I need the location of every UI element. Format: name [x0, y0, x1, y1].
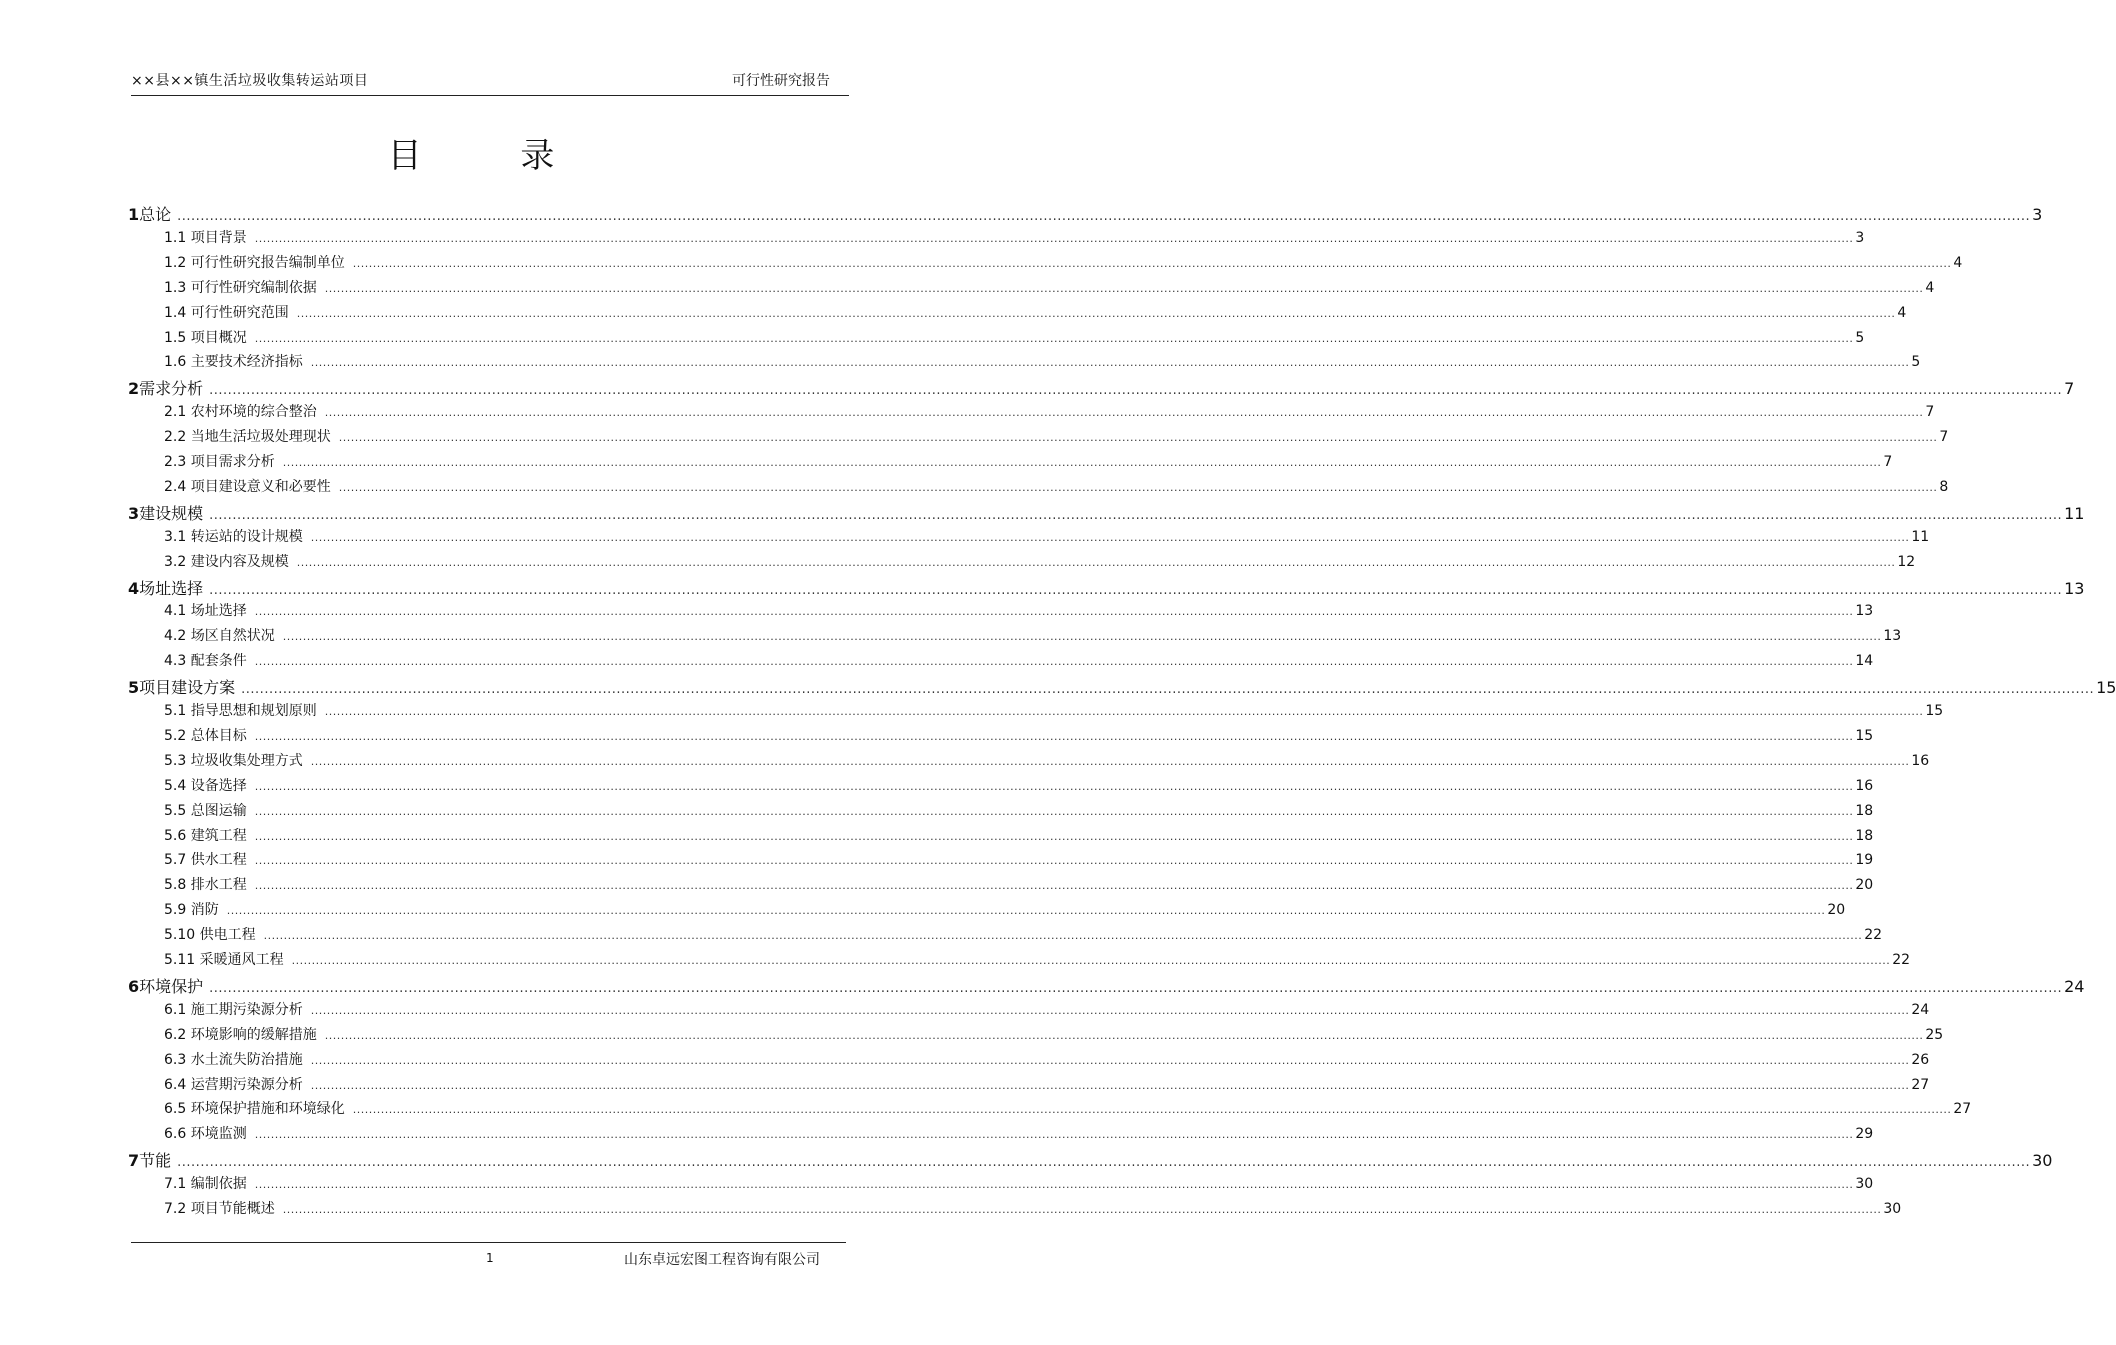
- toc-chapter-entry[interactable]: [128, 376, 2075, 400]
- toc-dot-leader: ................................................................................................................................................................................................................................................................................................................................................................................................................: [209, 383, 2063, 399]
- toc-dot-leader: ................................................................................................................................................................................................................................................................................................................................................................................................................: [254, 804, 1854, 818]
- toc-entry-label: 6.2 环境影响的缓解措施: [164, 1026, 317, 1043]
- toc-page-number: 11: [1911, 528, 1930, 545]
- toc-dot-leader: ................................................................................................................................................................................................................................................................................................................................................................................................................: [177, 209, 2031, 224]
- toc-section-entry[interactable]: [164, 1049, 1930, 1071]
- toc-section-entry[interactable]: [164, 227, 1865, 249]
- toc-dot-leader: ................................................................................................................................................................................................................................................................................................................................................................................................................: [254, 1128, 1854, 1142]
- toc-page-number: 15: [2096, 678, 2116, 698]
- running-header-doc-type: 可行性研究报告: [732, 73, 830, 89]
- toc-page-number: 24: [2064, 976, 2085, 996]
- toc-entry-label: 6.6 环境监测: [164, 1126, 247, 1143]
- toc-dot-leader: ................................................................................................................................................................................................................................................................................................................................................................................................................: [209, 507, 2063, 523]
- toc-dot-leader: ................................................................................................................................................................................................................................................................................................................................................................................................................: [338, 480, 1938, 494]
- toc-entry-label: 6.1 施工期污染源分析: [164, 1001, 303, 1018]
- toc-page-number: 8: [1939, 478, 1949, 495]
- footer-page-number: 1: [486, 1251, 494, 1265]
- toc-page-number: 13: [1883, 628, 1902, 645]
- toc-section-entry[interactable]: [164, 700, 1944, 722]
- toc-entry-label: 2.4 项目建设意义和必要性: [164, 478, 331, 495]
- toc-section-entry[interactable]: [164, 451, 1893, 473]
- toc-entry-label: 5.7 供水工程: [164, 852, 247, 869]
- toc-entry-label: 1.4 可行性研究范围: [164, 304, 289, 321]
- toc-dot-leader: ................................................................................................................................................................................................................................................................................................................................................................................................................: [310, 1078, 1910, 1092]
- toc-page-number: 15: [1925, 703, 1944, 719]
- toc-entry-label: 1.3 可行性研究编制依据: [164, 279, 317, 296]
- toc-dot-leader: ................................................................................................................................................................................................................................................................................................................................................................................................................: [282, 456, 1882, 469]
- toc-entry-label: 建设规模: [139, 503, 204, 523]
- toc-chapter-number: 2: [128, 379, 140, 399]
- toc-section-entry[interactable]: [164, 625, 1902, 647]
- toc-entry-label: 2.1 农村环境的综合整治: [164, 404, 317, 421]
- toc-entry-label: 环境保护: [139, 976, 204, 996]
- toc-dot-leader: ................................................................................................................................................................................................................................................................................................................................................................................................................: [291, 954, 1891, 967]
- toc-entry-label: 节能: [139, 1151, 172, 1171]
- toc-section-entry[interactable]: [164, 426, 1949, 448]
- toc-entry-label: 4.3 配套条件: [164, 653, 247, 670]
- toc-entry-label: 7.1 编制依据: [164, 1176, 247, 1193]
- toc-dot-leader: ................................................................................................................................................................................................................................................................................................................................................................................................................: [310, 356, 1910, 370]
- toc-section-entry[interactable]: [164, 999, 1930, 1021]
- toc-dot-leader: ................................................................................................................................................................................................................................................................................................................................................................................................................: [352, 256, 1952, 270]
- toc-section-entry[interactable]: [164, 825, 1874, 847]
- toc-section-entry[interactable]: [164, 849, 1874, 871]
- toc-entry-label: 7.2 项目节能概述: [164, 1201, 275, 1217]
- toc-page-number: 4: [1925, 279, 1935, 296]
- toc-section-entry[interactable]: [164, 1024, 1944, 1046]
- toc-entry-label: 5.5 总图运输: [164, 802, 247, 819]
- toc-page-number: 3: [1855, 229, 1865, 246]
- toc-page-number: 7: [1925, 404, 1935, 421]
- toc-page-number: 19: [1855, 852, 1874, 869]
- toc-section-entry[interactable]: [164, 476, 1949, 498]
- toc-entry-label: 5.2 总体目标: [164, 727, 247, 744]
- toc-section-entry[interactable]: [164, 401, 1935, 423]
- toc-page-number: 22: [1864, 927, 1883, 944]
- toc-chapter-entry[interactable]: [128, 202, 2043, 226]
- toc-page-number: 22: [1892, 952, 1911, 968]
- toc-page-number: 20: [1827, 902, 1846, 919]
- toc-dot-leader: ................................................................................................................................................................................................................................................................................................................................................................................................................: [338, 431, 1938, 445]
- toc-section-entry[interactable]: [164, 277, 1935, 299]
- toc-entry-label: 3.1 转运站的设计规模: [164, 528, 303, 545]
- toc-section-entry[interactable]: [164, 302, 1907, 324]
- toc-dot-leader: ................................................................................................................................................................................................................................................................................................................................................................................................................: [254, 331, 1854, 345]
- toc-entry-label: 4.1 场址选择: [164, 603, 247, 620]
- toc-page-number: 15: [1855, 727, 1874, 744]
- toc-dot-leader: ................................................................................................................................................................................................................................................................................................................................................................................................................: [254, 231, 1854, 245]
- toc-entry-label: 1.5 项目概况: [164, 329, 247, 346]
- toc-page-number: 18: [1855, 827, 1874, 844]
- toc-page-number: 13: [1855, 603, 1874, 620]
- toc-section-entry[interactable]: [164, 1123, 1874, 1145]
- toc-section-entry[interactable]: [164, 924, 1883, 946]
- toc-entry-label: 需求分析: [139, 379, 204, 399]
- toc-section-entry[interactable]: [164, 874, 1874, 896]
- toc-dot-leader: ................................................................................................................................................................................................................................................................................................................................................................................................................: [296, 306, 1896, 320]
- toc-dot-leader: ................................................................................................................................................................................................................................................................................................................................................................................................................: [241, 682, 2095, 698]
- toc-page-number: 16: [1855, 777, 1874, 794]
- header-divider: [131, 95, 849, 96]
- toc-page-number: 30: [2032, 1151, 2053, 1171]
- toc-page-number: 30: [1855, 1176, 1874, 1193]
- toc-entry-label: 场址选择: [139, 578, 204, 598]
- toc-section-entry[interactable]: [164, 551, 1916, 573]
- toc-chapter-number: 6: [128, 976, 140, 996]
- toc-section-entry[interactable]: [164, 650, 1874, 672]
- toc-page-number: 7: [2064, 379, 2075, 399]
- toc-entry-label: 1.2 可行性研究报告编制单位: [164, 254, 345, 271]
- toc-entry-label: 6.5 环境保护措施和环境绿化: [164, 1101, 345, 1118]
- toc-page-number: 13: [2064, 578, 2085, 598]
- toc-entry-label: 6.3 水土流失防治措施: [164, 1051, 303, 1068]
- toc-section-entry[interactable]: [164, 725, 1874, 747]
- toc-entry-label: 5.3 垃圾收集处理方式: [164, 752, 303, 769]
- toc-page-number: 20: [1855, 877, 1874, 894]
- toc-section-entry[interactable]: [164, 750, 1930, 772]
- toc-page-number: 7: [1883, 454, 1893, 470]
- toc-page-number: 27: [1911, 1076, 1930, 1093]
- toc-entry-label: 5.1 指导思想和规划原则: [164, 703, 317, 719]
- toc-section-entry[interactable]: [164, 899, 1846, 921]
- toc-dot-leader: ................................................................................................................................................................................................................................................................................................................................................................................................................: [324, 406, 1924, 420]
- toc-chapter-number: 3: [128, 503, 140, 523]
- toc-dot-leader: ................................................................................................................................................................................................................................................................................................................................................................................................................: [282, 630, 1882, 644]
- toc-dot-leader: ................................................................................................................................................................................................................................................................................................................................................................................................................: [254, 729, 1854, 743]
- toc-chapter-entry[interactable]: [128, 1148, 2053, 1172]
- toc-page-number: 3: [2032, 205, 2043, 224]
- toc-dot-leader: ................................................................................................................................................................................................................................................................................................................................................................................................................: [254, 1178, 1854, 1192]
- toc-entry-label: 5.4 设备选择: [164, 777, 247, 794]
- toc-dot-leader: ................................................................................................................................................................................................................................................................................................................................................................................................................: [254, 779, 1854, 793]
- toc-dot-leader: ................................................................................................................................................................................................................................................................................................................................................................................................................: [324, 281, 1924, 295]
- toc-page-number: 25: [1925, 1026, 1944, 1043]
- toc-dot-leader: ................................................................................................................................................................................................................................................................................................................................................................................................................: [310, 1003, 1910, 1017]
- toc-dot-leader: ................................................................................................................................................................................................................................................................................................................................................................................................................: [254, 655, 1854, 669]
- toc-chapter-number: 7: [128, 1151, 140, 1171]
- toc-entry-label: 2.2 当地生活垃圾处理现状: [164, 429, 331, 446]
- toc-entry-label: 5.10 供电工程: [164, 927, 256, 944]
- toc-page-number: 5: [1911, 354, 1921, 371]
- toc-section-entry[interactable]: [164, 252, 1963, 274]
- toc-section-entry[interactable]: [164, 1198, 1902, 1220]
- toc-entry-label: 5.8 排水工程: [164, 877, 247, 894]
- toc-dot-leader: ................................................................................................................................................................................................................................................................................................................................................................................................................: [209, 582, 2063, 598]
- toc-entry-label: 4.2 场区自然状况: [164, 628, 275, 645]
- toc-chapter-number: 4: [128, 578, 140, 598]
- toc-entry-label: 5.6 建筑工程: [164, 827, 247, 844]
- toc-entry-label: 2.3 项目需求分析: [164, 454, 275, 470]
- toc-section-entry[interactable]: [164, 800, 1874, 822]
- toc-dot-leader: ................................................................................................................................................................................................................................................................................................................................................................................................................: [324, 1028, 1924, 1042]
- toc-page-number: 30: [1883, 1201, 1902, 1217]
- toc-dot-leader: ................................................................................................................................................................................................................................................................................................................................................................................................................: [254, 854, 1854, 868]
- toc-entry-label: 项目建设方案: [139, 678, 236, 698]
- toc-dot-leader: ................................................................................................................................................................................................................................................................................................................................................................................................................: [254, 829, 1854, 843]
- toc-section-entry[interactable]: [164, 1098, 1972, 1120]
- toc-page-number: 16: [1911, 752, 1930, 769]
- toc-page-number: 4: [1897, 304, 1907, 321]
- toc-dot-leader: ................................................................................................................................................................................................................................................................................................................................................................................................................: [324, 705, 1924, 718]
- toc-page-number: 27: [1953, 1101, 1972, 1118]
- toc-chapter-entry[interactable]: [128, 675, 2116, 699]
- toc-section-entry[interactable]: [164, 600, 1874, 622]
- toc-chapter-number: 1: [128, 205, 140, 224]
- toc-page-number: 5: [1855, 329, 1865, 346]
- toc-dot-leader: ................................................................................................................................................................................................................................................................................................................................................................................................................: [282, 1203, 1882, 1216]
- toc-entry-label: 1.1 项目背景: [164, 229, 247, 246]
- toc-chapter-entry[interactable]: [128, 974, 2085, 998]
- toc-section-entry[interactable]: [164, 949, 1911, 971]
- toc-section-entry[interactable]: [164, 351, 1921, 373]
- toc-entry-label: 3.2 建设内容及规模: [164, 553, 289, 570]
- toc-entry-label: 6.4 运营期污染源分析: [164, 1076, 303, 1093]
- toc-page-number: 24: [1911, 1001, 1930, 1018]
- toc-dot-leader: ................................................................................................................................................................................................................................................................................................................................................................................................................: [177, 1155, 2031, 1171]
- footer-company-name: 山东卓远宏图工程咨询有限公司: [624, 1252, 820, 1268]
- toc-page-number: 11: [2064, 503, 2085, 523]
- toc-entry-label: 5.9 消防: [164, 902, 219, 919]
- toc-section-entry[interactable]: [164, 327, 1865, 349]
- toc-dot-leader: ................................................................................................................................................................................................................................................................................................................................................................................................................: [226, 904, 1826, 918]
- toc-dot-leader: ................................................................................................................................................................................................................................................................................................................................................................................................................: [254, 605, 1854, 619]
- toc-section-entry[interactable]: [164, 775, 1874, 797]
- toc-chapter-number: 5: [128, 678, 140, 698]
- toc-dot-leader: ................................................................................................................................................................................................................................................................................................................................................................................................................: [209, 980, 2063, 996]
- toc-section-entry[interactable]: [164, 1173, 1874, 1195]
- toc-page-number: 7: [1939, 429, 1949, 446]
- toc-section-entry[interactable]: [164, 1074, 1930, 1096]
- toc-page-number: 26: [1911, 1051, 1930, 1068]
- toc-page-number: 14: [1855, 653, 1874, 670]
- toc-dot-leader: ................................................................................................................................................................................................................................................................................................................................................................................................................: [263, 929, 1863, 943]
- toc-chapter-entry[interactable]: [128, 576, 2085, 600]
- toc-page-number: 4: [1953, 254, 1963, 271]
- toc-chapter-entry[interactable]: [128, 501, 2085, 525]
- toc-dot-leader: ................................................................................................................................................................................................................................................................................................................................................................................................................: [296, 555, 1896, 569]
- toc-entry-label: 总论: [139, 205, 172, 224]
- footer-divider: [131, 1242, 846, 1243]
- page-title: 目 录: [387, 136, 599, 176]
- toc-dot-leader: ................................................................................................................................................................................................................................................................................................................................................................................................................: [352, 1103, 1952, 1117]
- toc-entry-label: 5.11 采暖通风工程: [164, 952, 284, 968]
- toc-dot-leader: ................................................................................................................................................................................................................................................................................................................................................................................................................: [310, 1053, 1910, 1067]
- toc-page-number: 18: [1855, 802, 1874, 819]
- toc-entry-label: 1.6 主要技术经济指标: [164, 354, 303, 371]
- running-header-project: ××县××镇生活垃圾收集转运站项目: [131, 73, 369, 89]
- toc-dot-leader: ................................................................................................................................................................................................................................................................................................................................................................................................................: [310, 754, 1910, 768]
- toc-page-number: 12: [1897, 553, 1916, 570]
- toc-section-entry[interactable]: [164, 526, 1930, 548]
- toc-dot-leader: ................................................................................................................................................................................................................................................................................................................................................................................................................: [254, 879, 1854, 893]
- toc-dot-leader: ................................................................................................................................................................................................................................................................................................................................................................................................................: [310, 530, 1910, 544]
- toc-page-number: 29: [1855, 1126, 1874, 1143]
